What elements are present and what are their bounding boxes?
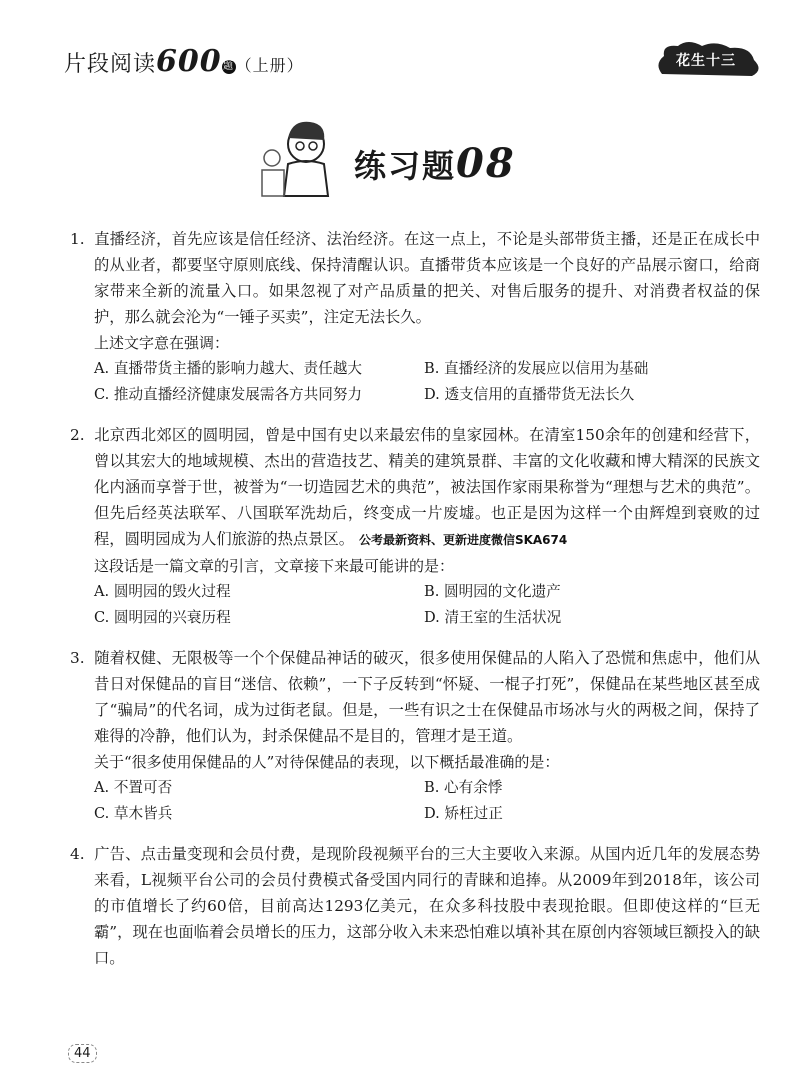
answer-options (70, 775, 760, 827)
page-header (64, 40, 764, 84)
question-body: 直播经济，首先应该是信任经济、法治经济。在这一点上，不论是头部带货主播，还是正在成长中的从业者，都要坚守原则底线、保持清醒认识。直播带货本应该是一个良好的产品展示窗口，给商家带来全新的流量入口。如果忽视了对产品质量的把关、对售后服务的提升、对消费者权益的保护，那么就会沦为“一锤子买卖”，注定无法长久。 (94, 230, 760, 326)
question-number: 1. (70, 230, 85, 248)
exercise-banner (258, 112, 538, 202)
option-b[interactable]: B. 心有余悸 (424, 779, 503, 796)
book-title-number: 600 (156, 44, 222, 79)
question-1-text (70, 226, 760, 330)
option-b[interactable]: B. 圆明园的文化遗产 (424, 583, 561, 600)
option-a[interactable]: A. 圆明园的毁火过程 (94, 583, 231, 600)
answer-options (70, 579, 760, 631)
option-a[interactable]: A. 直播带货主播的影响力越大、责任越大 (94, 360, 362, 377)
exercise-title-text: 练习题 (354, 147, 457, 185)
question-number: 4. (70, 845, 85, 863)
question-body: 北京西北郊区的圆明园，曾是中国有史以来最宏伟的皇家园林。在清室150余年的创建和经营下，曾以其宏大的地域规模、杰出的营造技艺、精美的建筑景群、丰富的文化收藏和博大精深的民族文化内涵而享誉于世，被誉为“一切造园艺术的典范”，被法国作家雨果称誉为“理想与艺术的典范”。但先后经英法联军、八国联军洗劫后，终变成一片废墟。也正是因为这样一个由辉煌到衰败的过程，圆明园成为人们旅游的热点景区。 (94, 426, 760, 548)
answer-options (70, 356, 760, 408)
question-body: 随着权健、无限极等一个个保健品神话的破灭，很多使用保健品的人陷入了恐慌和焦虑中，他们从昔日对保健品的盲目“迷信、依赖”，一下子反转到“怀疑、一棍子打死”，保健品在某些地区甚至成了“骗局”的代名词，成为过街老鼠。但是，一些有识之士在保健品市场冰与火的两极之间，保持了难得的冷静，他们认为，封杀保健品不是目的，管理才是王道。 (94, 649, 760, 745)
exercise-number: 08 (456, 140, 516, 187)
question-stem: 这段话是一篇文章的引言，文章接下来最可能讲的是： (94, 557, 455, 575)
option-c[interactable]: C. 推动直播经济健康发展需各方共同努力 (94, 386, 363, 403)
question-body: 广告、点击量变现和会员付费，是现阶段视频平台的三大主要收入来源。从国内近几年的发展态势来看，L视频平台公司的会员付费模式备受国内同行的青睐和追捧。从2009年到2018年，该公司的市值增长了约60倍，目前高达1293亿美元，在众多科技股中表现抢眼。但即使这样的“巨无霸”，现在也面临着会员增长的压力，这部分收入未来恐怕难以填补其在原创内容领域巨额投入的缺口。 (94, 845, 760, 967)
option-d[interactable]: D. 清王室的生活状况 (424, 609, 562, 626)
question-4-text (70, 841, 760, 971)
book-title (64, 44, 304, 79)
option-a[interactable]: A. 不置可否 (94, 779, 173, 796)
option-c[interactable]: C. 圆明园的兴衰历程 (94, 609, 231, 626)
option-d[interactable]: D. 矫枉过正 (424, 805, 503, 822)
watermark-text: 公考最新资料、更新进度微信SKA674 (358, 533, 568, 547)
book-volume: （上册） (235, 56, 304, 75)
question-2-text (70, 422, 760, 553)
exercise-title (354, 140, 516, 187)
question-stem: 上述文字意在强调： (94, 334, 230, 352)
question-list (70, 226, 760, 985)
question-3-text (70, 645, 760, 749)
question-number: 3. (70, 649, 85, 667)
mascot-illustration-icon (258, 112, 342, 202)
option-b[interactable]: B. 直播经济的发展应以信用为基础 (424, 360, 649, 377)
option-d[interactable]: D. 透支信用的直播带货无法长久 (424, 386, 635, 403)
question-4 (70, 841, 760, 971)
book-title-prefix: 片段阅读 (64, 52, 157, 77)
question-stem: 关于“很多使用保健品的人”对待保健品的表现，以下概括最准确的是： (94, 753, 560, 771)
question-3 (70, 645, 760, 827)
question-number: 2. (70, 426, 85, 444)
brand-name: 花生十三 (676, 53, 736, 69)
question-1 (70, 226, 760, 408)
page-number: 44 (68, 1044, 97, 1063)
option-c[interactable]: C. 草木皆兵 (94, 805, 173, 822)
brand-logo (654, 40, 764, 80)
book-title-suffix: 题 (223, 61, 235, 72)
question-2 (70, 422, 760, 631)
